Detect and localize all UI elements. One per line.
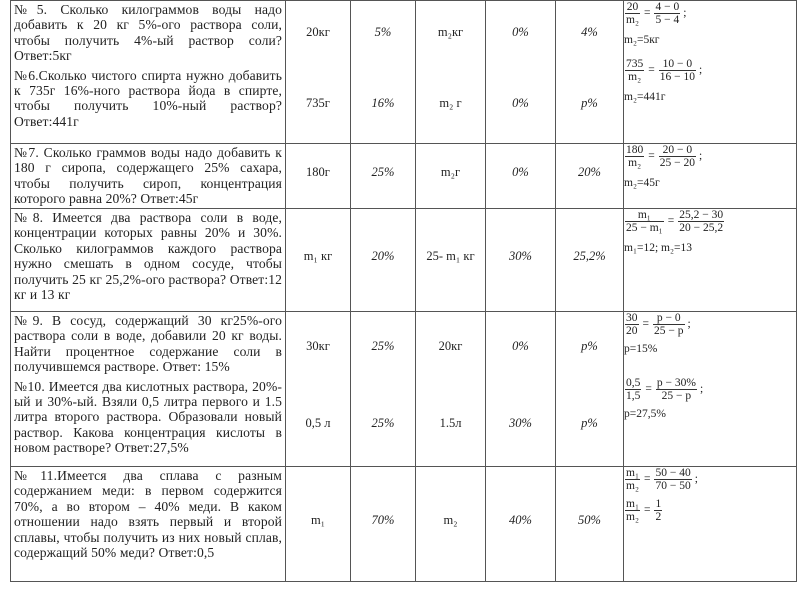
conc-2-value: 0% [512,24,529,39]
right-fraction [678,209,724,234]
mass-1-cell [286,312,351,467]
solution-cell [624,1,797,144]
right-fraction-numerator: p − 30% [656,377,696,389]
proportion-equation [624,467,796,492]
equals-sign: = [648,64,655,77]
problem-text: №8. Имеется два раствора соли в воде, концентрации которых равны 20% и 30%. Сколько килограммов каждого раствора нужно смешать в одном сосуде, чтобы получить 25 кг 25,2%-ого раствора? Ответ:12 кг и 13 кг [14,210,282,303]
conc-2-cell [486,467,556,582]
problem-cell [11,312,286,467]
right-fraction [659,144,696,169]
conc-2-value: 0% [512,164,529,179]
table-row [11,312,797,467]
conc-2-cell [486,209,556,312]
left-fraction-denominator: m₂ [628,157,642,169]
conc-result-value: 50% [578,512,601,527]
mass-2-value: m₂ г [439,96,462,111]
mass-2-value: 1.5л [439,416,462,431]
equals-sign: = [667,215,675,228]
equals-sign: = [643,504,651,517]
right-fraction [659,58,696,83]
right-fraction-denominator: 25 − p [661,390,692,402]
left-fraction-denominator: 25 − m₁ [626,222,663,234]
problem-cell [11,1,286,144]
mass-2-value: 20кг [438,338,463,353]
right-fraction-denominator: 70 − 50 [655,480,691,492]
solution-block [624,467,796,523]
proportion-equation [624,144,796,169]
mass-2-value: m₂г [440,164,461,179]
solution-cell [624,209,797,312]
right-fraction [654,1,680,26]
conc-1-value: 25% [371,338,395,353]
conc-1-cell [351,312,416,467]
problem-cell [11,209,286,312]
left-fraction-numerator: 180 [626,144,644,156]
conc-result-cell [556,209,624,312]
problem-text: №9. В сосуд, содержащий 30 кг25%-ого раствора соли в воде, добавили 20 кг воды. Найти процентное содержание соли в получившемся растворе. Ответ: 15% [14,313,282,375]
mass-2-value: 25- m₁ кг [426,248,475,263]
problem-cell [11,467,286,582]
equals-sign: = [643,7,651,20]
conc-1-cell [351,1,416,144]
equals-sign: = [648,150,655,163]
left-fraction [625,58,644,83]
mass-1-value: 20кг [306,24,330,39]
mass-1-value: m₁ кг [303,248,333,263]
solution-result: m₂=441г [624,91,666,103]
right-fraction [654,467,691,492]
mass-1-cell [286,144,351,209]
left-fraction-numerator: m₁ [625,209,664,222]
right-fraction-denominator: 25 − 20 [659,157,695,169]
mass-2-value: m₂кг [437,24,464,39]
left-fraction-numerator: 20 [626,1,639,13]
mass-2-value: m₂ [443,512,458,527]
problems-table [10,0,797,582]
conc-result-value: p% [581,338,598,353]
table-row [11,467,797,582]
solution-block [624,144,796,189]
conc-result-cell [556,312,624,467]
right-fraction-numerator: 50 − 40 [655,467,691,479]
separator: ; [683,7,687,20]
left-fraction [625,467,640,492]
ratio-value-fraction [654,498,662,523]
solution-result: m₂=5кг [624,34,660,46]
table-row [11,1,797,144]
mass-2-cell [416,312,486,467]
right-fraction-numerator: p − 0 [653,312,685,325]
separator: ; [687,318,691,331]
ratio-value-fraction-denominator: 2 [655,511,662,523]
conc-2-cell [486,1,556,144]
left-fraction [625,312,639,337]
ratio-fraction [625,498,640,523]
proportion-equation [624,312,796,337]
equals-sign: = [645,383,652,396]
conc-result-cell [556,467,624,582]
solution-result: p=15% [624,343,658,355]
left-fraction-numerator: 735 [626,58,644,70]
mass-2-cell [416,467,486,582]
right-fraction-numerator: 10 − 0 [659,58,696,71]
proportion-equation [624,1,796,26]
conc-2-cell [486,312,556,467]
problem-text: №6.Сколько чистого спирта нужно добавить к 735г 16%-ного раствора йода в спирте, чтобы получить 10%-ный раствор? Ответ:441г [14,67,282,129]
proportion-equation [624,377,796,402]
ratio-value-fraction-numerator: 1 [655,498,662,510]
conc-2-cell [486,144,556,209]
mass-1-value: 30кг [306,338,330,353]
separator: ; [699,64,703,77]
mass-2-cell [416,1,486,144]
conc-1-cell [351,144,416,209]
right-fraction [653,312,685,337]
conc-result-value: 25,2% [573,248,606,263]
problem-text: №5. Сколько килограммов воды надо добавить к 20 кг 5%-ого раствора соли, чтобы получить 4%-ый раствор соли? Ответ:5кг [14,2,282,64]
proportion-equation [624,58,796,83]
separator: ; [699,150,703,163]
mass-1-value: 0,5 л [305,416,331,431]
mass-2-cell [416,209,486,312]
left-fraction [625,377,641,402]
left-fraction-denominator: m₂ [626,14,639,26]
conc-result-value: p% [581,96,598,111]
solution-result: p=27,5% [624,408,666,420]
ratio-fraction-numerator: m₁ [626,498,639,510]
conc-result-value: 20% [578,164,601,179]
mass-1-cell [286,1,351,144]
mass-2-cell [416,144,486,209]
solution-block [624,58,796,103]
table-row [11,144,797,209]
problem-cell [11,144,286,209]
problem-text: №7. Сколько граммов воды надо добавить к 180 г сиропа, содержащего 25% сахара, чтобы получить сироп, концентрация которого равна 20%? Ответ:45г [14,145,282,207]
ratio-fraction-denominator: m₂ [626,511,639,523]
left-fraction-numerator: 0,5 [626,377,641,389]
right-fraction-denominator: 5 − 4 [655,14,680,26]
mass-1-value: m₁ [310,512,326,527]
left-fraction-denominator: 20 [626,325,638,337]
conc-1-value: 5% [374,24,392,39]
conc-1-value: 25% [371,164,395,179]
conc-1-cell [351,209,416,312]
conc-2-value: 0% [512,96,529,111]
conc-result-cell [556,144,624,209]
right-fraction-denominator: 25 − p [654,325,684,337]
conc-result-cell [556,1,624,144]
mass-1-cell [286,209,351,312]
solution-block [624,209,796,254]
solution-result: m₂=45г [624,177,660,189]
right-fraction-numerator: 4 − 0 [655,1,680,13]
conc-1-value: 70% [371,512,395,527]
right-fraction-denominator: 16 − 10 [659,71,695,83]
solution-result [624,498,796,523]
conc-1-value: 16% [371,96,395,111]
separator: ; [694,473,698,486]
left-fraction [625,1,640,26]
equals-sign: = [643,473,651,486]
left-fraction-denominator: m₂ [628,71,642,83]
solution-result: m₁=12; m₂=13 [624,242,692,254]
problem-text: №11.Имеется два сплава с разным содержанием меди: в первом содержится 70%, а во втором – 40% меди. В каком отношении надо взять первый и второй сплавы, чтобы получить из них новый сплав, содержащий 50% меди? Ответ:0,5 [14,468,282,561]
table-row [11,209,797,312]
problem-text: №10. Имеется два кислотных раствора, 20%-ый и 30%-ый. Взяли 0,5 литра первого и 1.5 литра второго раствора. Образовали новый раствор. Какова концентрация кислоты в новом растворе? Ответ:27,5% [14,378,282,456]
conc-1-value: 25% [371,416,395,431]
left-fraction [625,144,644,169]
solution-cell [624,467,797,582]
conc-2-value: 0% [512,338,529,353]
conc-2-value: 40% [509,512,532,527]
left-fraction-numerator: m₁ [626,467,639,479]
left-fraction [625,209,664,234]
solution-block [624,312,796,355]
mass-1-value: 735г [306,96,330,111]
right-fraction [656,377,697,402]
left-fraction-denominator: m₂ [626,480,639,492]
right-fraction-numerator: 20 − 0 [659,144,696,157]
conc-result-value: p% [581,416,598,431]
conc-1-value: 20% [371,248,395,263]
left-fraction-numerator: 30 [626,312,638,324]
equals-sign: = [642,318,649,331]
conc-2-value: 30% [509,248,532,263]
separator: ; [699,383,704,396]
conc-2-value: 30% [509,416,532,431]
solution-cell [624,144,797,209]
mass-1-value: 180г [306,164,330,179]
right-fraction-numerator: 25,2 − 30 [679,209,724,221]
right-fraction-denominator: 20 − 25,2 [679,222,724,234]
conc-result-value: 4% [581,24,598,39]
proportion-equation [624,209,796,234]
solution-cell [624,312,797,467]
solution-block [624,1,796,46]
solution-block [624,377,796,420]
mass-1-cell [286,467,351,582]
left-fraction-denominator: 1,5 [626,390,641,402]
conc-1-cell [351,467,416,582]
